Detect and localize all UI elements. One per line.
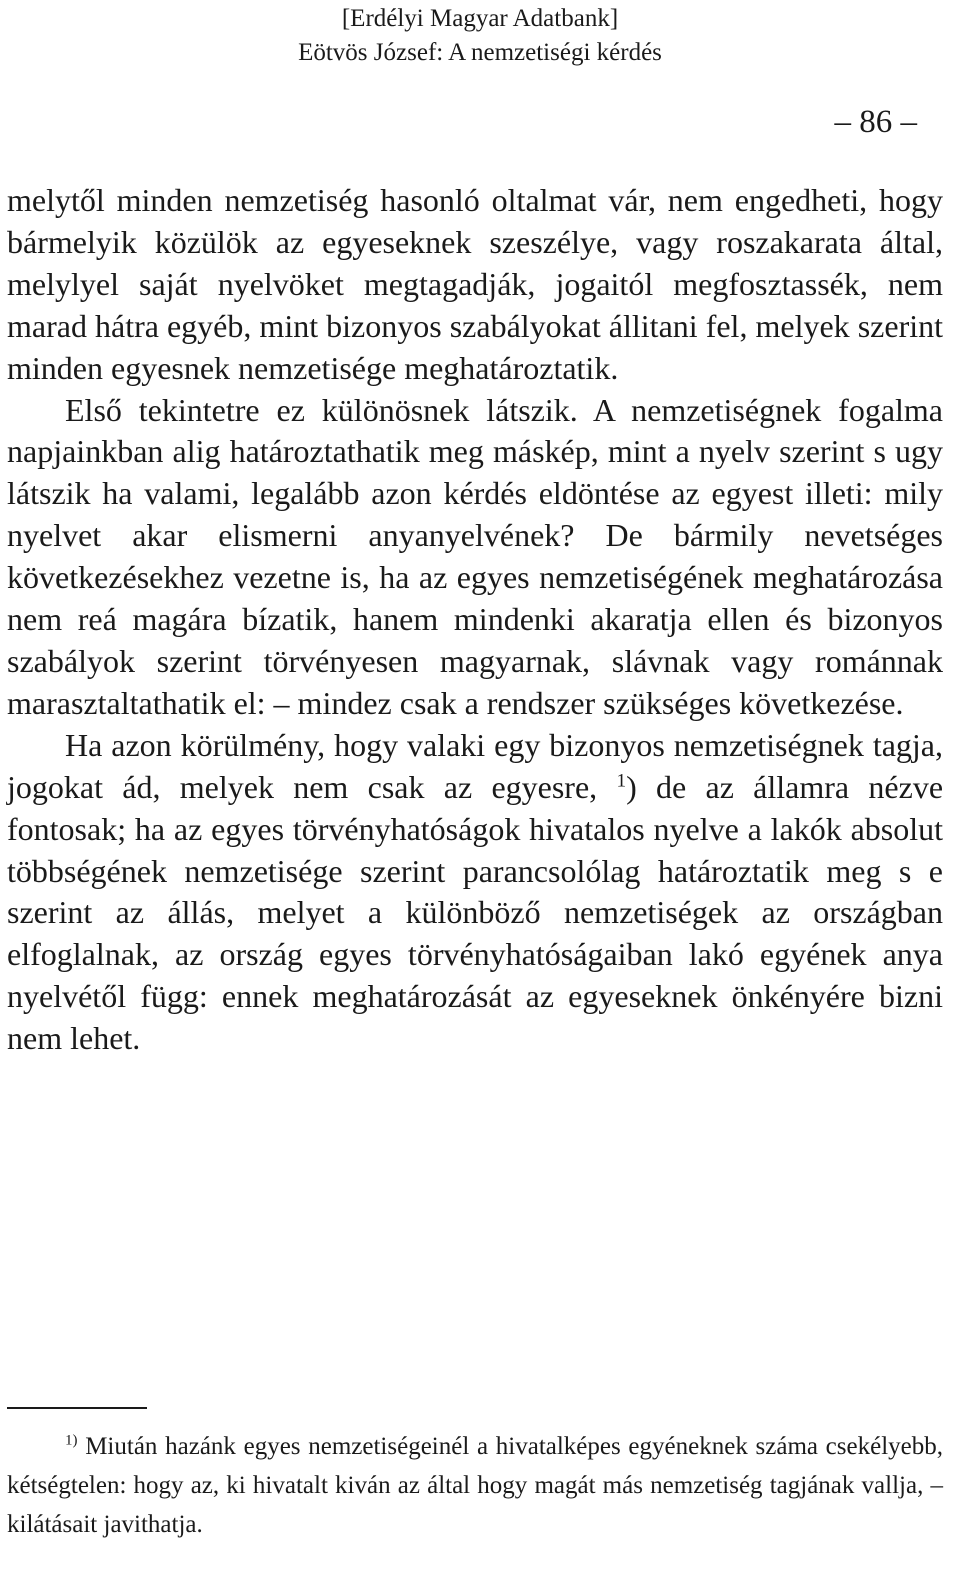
paragraph-3 <box>7 725 943 1060</box>
body-text <box>7 180 943 1060</box>
footnote-divider <box>7 1407 147 1409</box>
header-title: Eötvös József: A nemzetiségi kérdés <box>298 39 662 66</box>
page-header <box>0 2 960 70</box>
paragraph-3-start: Ha azon körülmény, hogy valaki egy bizonyos nemzetiségnek tagja, jogokat ád, melyek nem csak az egyesre, <box>7 726 943 805</box>
paragraph-1: melytől minden nemzetiség hasonló oltalmat vár, nem engedheti, hogy bármelyik közülök az egyeseknek szeszélye, vagy roszakarata által, melylyel saját nyelvöket megtagadják, jogaitól megfosztassék, nem marad hátra egyéb, mint bizonyos szabályokat állitani fel, melyek szerint minden egyesnek nemzetisége meghatároztatik. <box>7 182 943 386</box>
header-source: [Erdélyi Magyar Adatbank] <box>341 5 619 32</box>
page-number: – 86 – <box>834 104 917 140</box>
footnote-reference: 1 <box>616 770 627 792</box>
paragraph-2: Első tekintetre ez különösnek látszik. A nemzetiségnek fogalma napjainkban alig határoztathatik meg máskép, mint a nyelv szerint s ugy látszik ha valami, legalább azon kérdés eldöntése az egyest illeti: mily nyelvet akar elismerni anyanyelvének? De bármily nevetséges következésekhez vezetne is, ha az egyes nemzetiségének meghatározása nem reá magára bízatik, hanem mindenki akaratja ellen és bizonyos szabályok szerint törvényesen magyarnak, slávnak vagy románnak marasztaltathatik el: – mindez csak a rendszer szükséges következése. <box>7 391 943 721</box>
footnote-mark: 1) <box>65 1432 78 1449</box>
paragraph-3-end: ) de az államra nézve fontosak; ha az egyes törvényhatóságok hivatalos nyelve a lakók absolut többségének nemzetisége szerint parancsolólag határoztatik meg s e szerint az állás, melyet a különböző nemzetiségek az országban elfoglalnak, az ország egyes törvényhatóságaiban lakó egyének anya nyelvétől függ: ennek meghatározását az egyeseknek önkényére bizni nem lehet. <box>7 768 944 1057</box>
footnote-text: Miután hazánk egyes nemzetiségeinél a hivatalképes egyéneknek száma csekélyebb, kétségtelen: hogy az, ki hivatalt kiván az által hogy magát más nemzetiség tagjának vallja, – kilátásait javithatja. <box>7 1433 943 1538</box>
footnote <box>7 1427 943 1544</box>
